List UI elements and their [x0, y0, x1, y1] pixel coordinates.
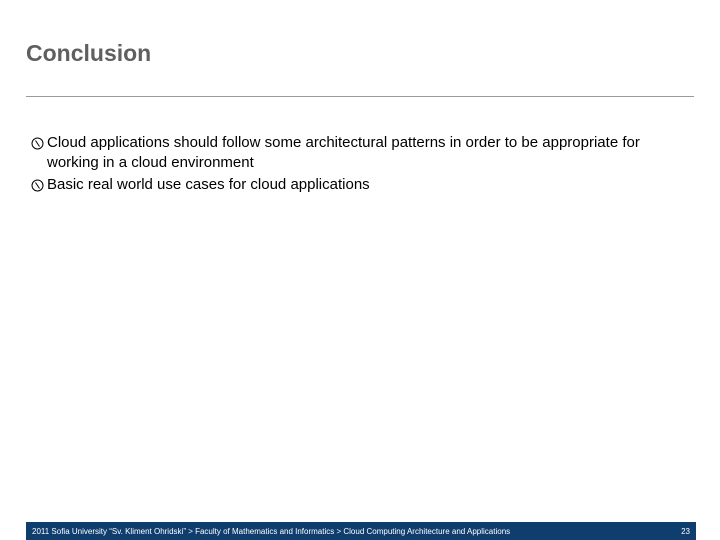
- footer-text: 2011 Sofia University “Sv. Kliment Ohridski” > Faculty of Mathematics and Informatics > Cloud Computing Architecture and Applications: [32, 526, 511, 536]
- bullet-text: Cloud applications should follow some architectural patterns in order to be appropriate for working in a cloud environment: [47, 134, 640, 171]
- bullet-item: [31, 133, 671, 173]
- circle-bullet-icon: [31, 133, 47, 153]
- page-number: 23: [681, 526, 690, 536]
- slide-title: Conclusion: [26, 40, 152, 66]
- bullet-list: [31, 133, 671, 197]
- title-divider: [26, 96, 694, 97]
- bullet-text: Basic real world use cases for cloud applications: [47, 176, 370, 193]
- slide-footer: [26, 522, 696, 540]
- circle-bullet-icon: [31, 175, 47, 195]
- bullet-item: [31, 175, 671, 195]
